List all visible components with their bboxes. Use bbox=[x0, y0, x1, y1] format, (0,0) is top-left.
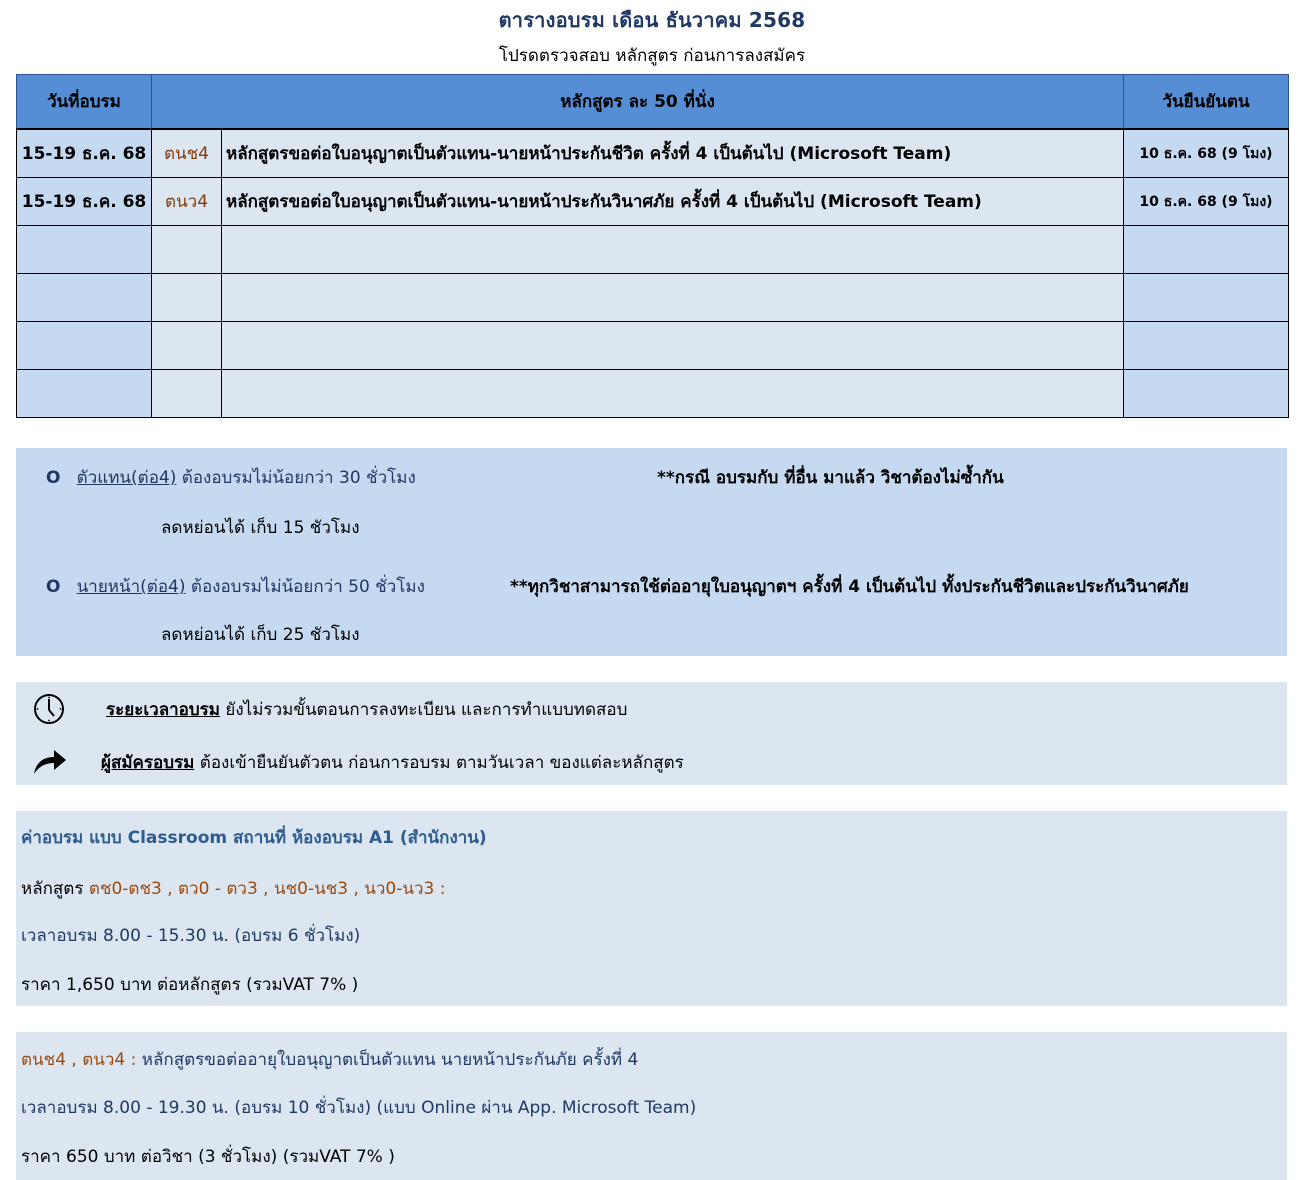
applicant-text: ต้องเข้ายืนยันตัวตน ก่อนการอบรม ตามวันเวลา ของแต่ละหลักสูตร bbox=[194, 753, 684, 773]
broker-requirement bbox=[46, 573, 425, 600]
applicant-note bbox=[101, 749, 684, 776]
online-pricing bbox=[16, 1032, 1287, 1180]
row-course-name bbox=[222, 322, 1124, 370]
row-course-name bbox=[222, 274, 1124, 322]
classroom-pricing bbox=[16, 811, 1287, 1006]
classroom-courses bbox=[21, 875, 446, 902]
info-box bbox=[16, 682, 1287, 785]
row-code bbox=[152, 226, 222, 274]
row-date bbox=[17, 322, 152, 370]
agent-label: ตัวแทน(ต่อ4) bbox=[76, 468, 177, 488]
broker-remark: **ทุกวิชาสามารถใช้ต่ออายุใบอนุญาตฯ ครั้งที่ 4 เป็นต้นไป ทั้งประกันชีวิตและประกันวินาศภัย bbox=[510, 577, 1189, 597]
online-time: เวลาอบรม 8.00 - 19.30 น. (อบรม 10 ชั่วโมง) (แบบ Online ผ่าน App. Microsoft Team) bbox=[21, 1098, 697, 1118]
row-course-name: หลักสูตรขอต่อใบอนุญาตเป็นตัวแทน-นายหน้าประกันวินาศภัย ครั้งที่ 4 เป็นต้นไป (Microsoft Team) bbox=[222, 178, 1124, 226]
requirements-notes bbox=[16, 448, 1287, 656]
clock-icon bbox=[33, 693, 65, 725]
online-courses bbox=[21, 1046, 638, 1073]
row-code bbox=[152, 370, 222, 418]
row-course-name: หลักสูตรขอต่อใบอนุญาตเป็นตัวแทน-นายหน้าประกันชีวิต ครั้งที่ 4 เป็นต้นไป (Microsoft Team) bbox=[222, 129, 1124, 178]
row-code bbox=[152, 274, 222, 322]
column-header-course: หลักสูตร ละ 50 ที่นั่ง bbox=[152, 75, 1124, 130]
broker-reduction: ลดหย่อนได้ เก็บ 25 ชัวโมง bbox=[161, 625, 360, 645]
row-code: ตนช4 bbox=[152, 129, 222, 178]
bullet-marker: O bbox=[46, 468, 61, 488]
share-arrow-icon bbox=[32, 748, 68, 776]
applicant-label: ผู้สมัครอบรม bbox=[101, 753, 195, 773]
bullet-marker: O bbox=[46, 577, 61, 597]
duration-label: ระยะเวลาอบรม bbox=[106, 700, 221, 720]
table-row-empty bbox=[17, 226, 1289, 274]
table-row bbox=[17, 178, 1289, 226]
online-codes: ตนช4 , ตนว4 : bbox=[21, 1050, 142, 1070]
classroom-price: ราคา 1,650 บาท ต่อหลักสูตร (รวมVAT 7% ) bbox=[21, 975, 359, 995]
row-confirm-date: 10 ธ.ค. 68 (9 โมง) bbox=[1124, 129, 1289, 178]
row-confirm-date bbox=[1124, 274, 1289, 322]
row-code bbox=[152, 322, 222, 370]
duration-note bbox=[106, 696, 627, 723]
agent-requirement-text: ต้องอบรมไม่น้อยกว่า 30 ชั่วโมง bbox=[176, 468, 416, 488]
agent-remark: **กรณี อบรมกับ ที่อื่น มาแล้ว วิชาต้องไม่ซ้ำกัน bbox=[657, 468, 1004, 488]
row-date bbox=[17, 226, 152, 274]
row-confirm-date: 10 ธ.ค. 68 (9 โมง) bbox=[1124, 178, 1289, 226]
table-row-empty bbox=[17, 274, 1289, 322]
column-header-confirm: วันยืนยันตน bbox=[1124, 75, 1289, 130]
classroom-time: เวลาอบรม 8.00 - 15.30 น. (อบรม 6 ชั่วโมง) bbox=[21, 926, 361, 946]
table-row bbox=[17, 129, 1289, 178]
courses-label: หลักสูตร bbox=[21, 879, 89, 899]
column-header-date: วันที่อบรม bbox=[17, 75, 152, 130]
broker-requirement-text: ต้องอบรมไม่น้อยกว่า 50 ชั่วโมง bbox=[185, 577, 425, 597]
row-course-name bbox=[222, 226, 1124, 274]
broker-label: นายหน้า(ต่อ4) bbox=[76, 577, 186, 597]
online-description: หลักสูตรขอต่ออายุใบอนุญาตเป็นตัวแทน นายหน้าประกันภัย ครั้งที่ 4 bbox=[141, 1050, 639, 1070]
row-confirm-date bbox=[1124, 322, 1289, 370]
agent-requirement bbox=[46, 464, 416, 491]
table-row-empty bbox=[17, 322, 1289, 370]
course-codes: ตช0-ตช3 , ตว0 - ตว3 , นช0-นช3 , นว0-นว3 : bbox=[88, 879, 446, 899]
page-title: ตารางอบรม เดือน ธันวาคม 2568 bbox=[498, 8, 806, 32]
row-confirm-date bbox=[1124, 226, 1289, 274]
duration-text: ยังไม่รวมขั้นตอนการลงทะเบียน และการทำแบบทดสอบ bbox=[220, 700, 628, 720]
schedule-table bbox=[16, 74, 1289, 418]
online-price: ราคา 650 บาท ต่อวิชา (3 ชั่วโมง) (รวมVAT 7% ) bbox=[21, 1147, 395, 1167]
page-subtitle: โปรดตรวจสอบ หลักสูตร ก่อนการลงสมัคร bbox=[498, 46, 806, 66]
row-code: ตนว4 bbox=[152, 178, 222, 226]
agent-reduction: ลดหย่อนได้ เก็บ 15 ชัวโมง bbox=[161, 518, 360, 538]
row-date bbox=[17, 370, 152, 418]
table-row-empty bbox=[17, 370, 1289, 418]
row-confirm-date bbox=[1124, 370, 1289, 418]
row-course-name bbox=[222, 370, 1124, 418]
row-date: 15-19 ธ.ค. 68 bbox=[17, 178, 152, 226]
row-date bbox=[17, 274, 152, 322]
classroom-heading: ค่าอบรม แบบ Classroom สถานที่ ห้องอบรม A1 (สำนักงาน) bbox=[21, 828, 487, 848]
table-header-row bbox=[17, 75, 1289, 130]
row-date: 15-19 ธ.ค. 68 bbox=[17, 129, 152, 178]
